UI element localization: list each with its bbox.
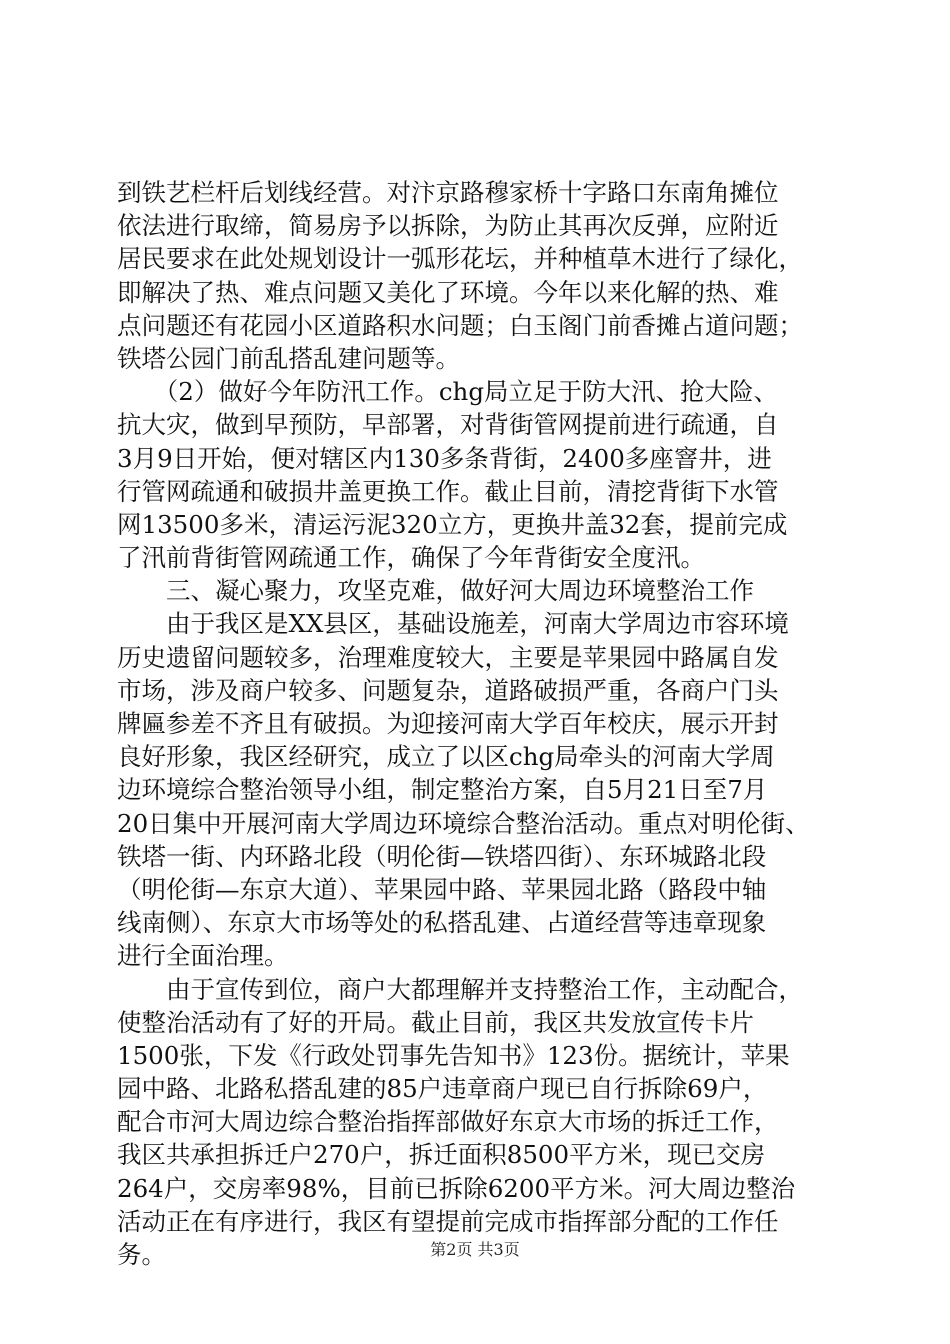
- text-line: 20日集中开展河南大学周边环境综合整治活动。重点对明伦街、: [117, 808, 810, 838]
- text-line: 3月9日开始，便对辖区内130多条背街，2400多座窨井，进: [117, 443, 772, 473]
- text-line: 市场，涉及商户较多、问题复杂，道路破损严重，各商户门头: [117, 675, 779, 705]
- text-line: 由于我区是XX县区，基础设施差，河南大学周边市容环境: [117, 609, 789, 639]
- text-line: 务。: [117, 1240, 166, 1269]
- text-line: 264户，交房率98%，目前已拆除6200平方米。河大周边整治: [117, 1173, 796, 1203]
- text-line: 到铁艺栏杆后划线经营。对汴京路穆家桥十字路口东南角摊位: [117, 178, 779, 207]
- text-line: 抗大灾，做到早预防，早部署，对背街管网提前进行疏通，自: [117, 410, 779, 440]
- text-line: 良好形象，我区经研究，成立了以区chg局牵头的河南大学周: [117, 742, 775, 772]
- section-heading: 三、凝心聚力，攻坚克难，做好河大周边环境整治工作: [117, 576, 754, 606]
- text-line: 使整治活动有了好的开局。截止目前，我区共发放宣传卡片: [117, 1007, 754, 1037]
- text-line: 即解决了热、难点问题又美化了环境。今年以来化解的热、难: [117, 277, 779, 307]
- text-line: 铁塔公园门前乱搭乱建问题等。: [117, 343, 460, 373]
- text-line: 边环境综合整治领导小组，制定整治方案，自5月21日至7月: [117, 775, 768, 805]
- text-line: 活动正在有序进行，我区有望提前完成市指挥部分配的工作任: [117, 1206, 779, 1236]
- text-line: 园中路、北路私搭乱建的85户违章商户现已自行拆除69户，: [117, 1074, 768, 1104]
- text-line: （2）做好今年防汛工作。chg局立足于防大汛、抢大险、: [117, 377, 779, 407]
- text-line: （明伦街—东京大道）、苹果园中路、苹果园北路（路段中轴: [117, 874, 767, 904]
- page-number-footer: 第2页 共3页: [430, 1240, 520, 1259]
- text-line: 网13500多米，清运污泥320立方，更换井盖32套，提前完成: [117, 509, 788, 539]
- text-line: 历史遗留问题较多，治理难度较大，主要是苹果园中路属自发: [117, 642, 779, 672]
- text-line: 铁塔一街、内环路北段（明伦街—铁塔四街）、东环城路北段: [117, 841, 767, 871]
- text-line: 线南侧）、东京大市场等处的私搭乱建、占道经营等违章现象: [117, 908, 767, 938]
- text-line: 行管网疏通和破损井盖更换工作。截止目前，清挖背街下水管: [117, 476, 779, 506]
- text-line: 了汛前背街管网疏通工作，确保了今年背街安全度汛。: [117, 543, 705, 573]
- text-line: 1500张，下发《行政处罚事先告知书》123份。据统计，苹果: [117, 1040, 790, 1070]
- text-line: 进行全面治理。: [117, 941, 289, 971]
- text-line: 配合市河大周边综合整治指挥部做好东京大市场的拆迁工作，: [117, 1107, 779, 1137]
- text-line: 由于宣传到位，商户大都理解并支持整治工作，主动配合，: [117, 974, 803, 1004]
- text-line: 点问题还有花园小区道路积水问题；白玉阁门前香摊占道问题；: [117, 310, 803, 340]
- text-line: 依法进行取缔，简易房予以拆除，为防止其再次反弹，应附近: [117, 211, 779, 241]
- text-line: 我区共承担拆迁户270户，拆迁面积8500平方米，现已交房: [117, 1140, 766, 1170]
- document-body: [117, 176, 837, 1271]
- text-line: 牌匾参差不齐且有破损。为迎接河南大学百年校庆，展示开封: [117, 709, 779, 738]
- text-line: 居民要求在此处规划设计一弧形花坛，并种植草木进行了绿化，: [117, 244, 803, 274]
